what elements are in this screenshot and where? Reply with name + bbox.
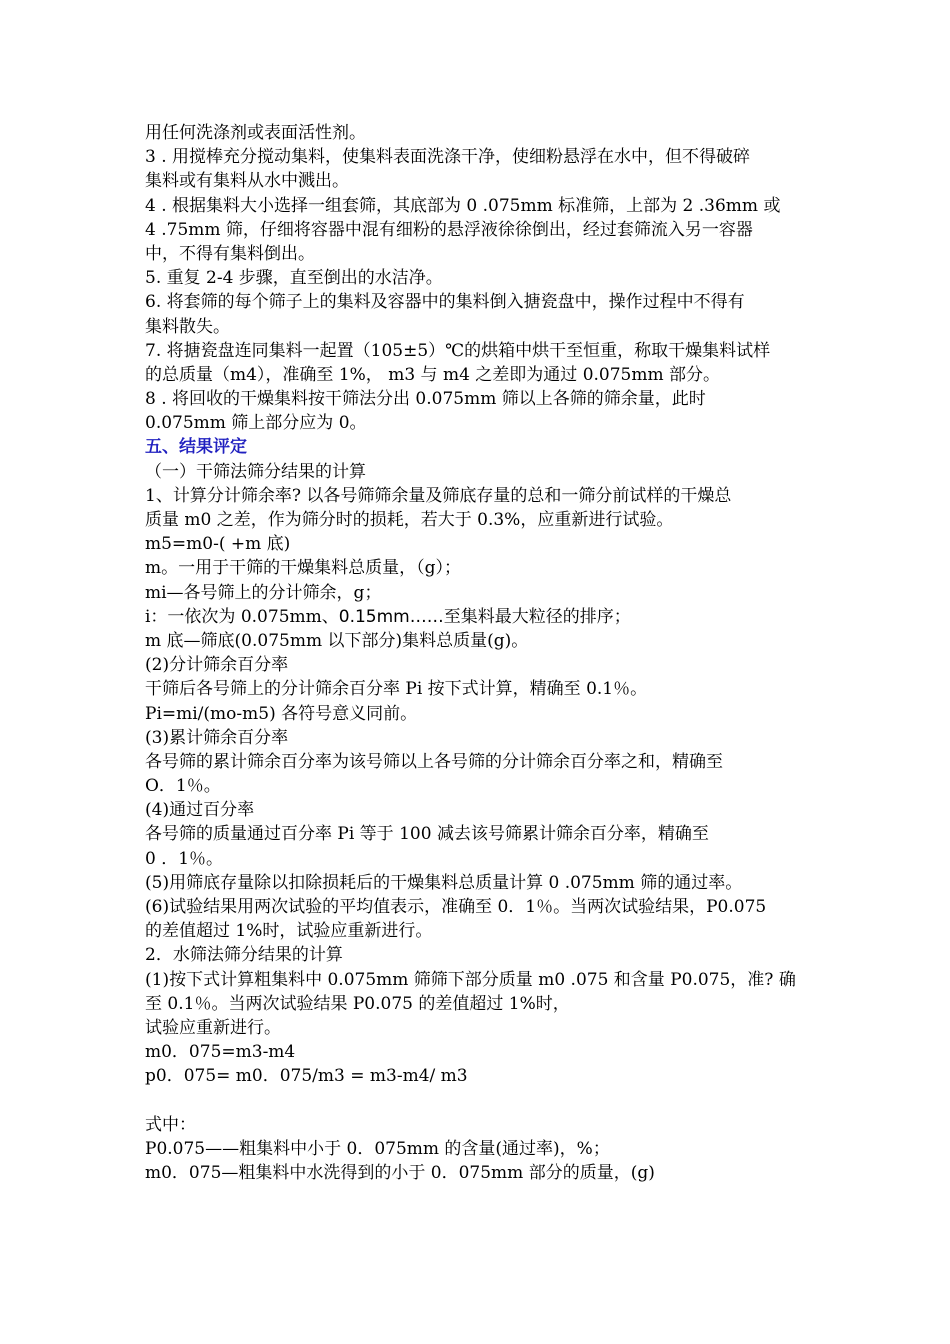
text-line: 8 . 将回收的干燥集料按干筛法分出 0.075mm 筛以上各筛的筛余量，此时 bbox=[145, 389, 706, 410]
text-line: 用任何洗涤剂或表面活性剂。 bbox=[145, 123, 366, 143]
text-line: 的总质量（m4），准确至 1%， m3 与 m4 之差即为通过 0.075mm 部分。 bbox=[145, 364, 721, 385]
formula-line: p0．075= m0．075/m3 = m3-m4/ m3 bbox=[145, 1066, 468, 1087]
text-segment-sans: 0.15mm…… bbox=[338, 606, 444, 627]
text-line: 集料散失。 bbox=[145, 316, 230, 337]
text-line: 4 .75mm 筛，仔细将容器中混有细粉的悬浮液徐徐倒出，经过套筛流入另一容器 bbox=[145, 219, 753, 240]
text-line: 质量 m0 之差，作为筛分时的损耗，若大于 0.3%，应重新进行试验。 bbox=[145, 510, 674, 530]
text-line: 干筛后各号筛上的分计筛余百分率 Pi 按下式计算，精确至 0.1％。 bbox=[145, 679, 648, 700]
section-heading: 五、结果评定 bbox=[145, 437, 247, 458]
subsection-title: (4)通过百分率 bbox=[145, 800, 255, 821]
text-line: mi—各号筛上的分计筛余，g； bbox=[145, 582, 382, 603]
formula-line: Pi=mi/(mo-m5) 各符号意义同前。 bbox=[145, 703, 418, 724]
text-line: 集料或有集料从水中溅出。 bbox=[145, 171, 349, 192]
text-line: 各号筛的累计筛余百分率为该号筛以上各号筛的分计筛余百分率之和，精确至 bbox=[145, 751, 723, 772]
text-line: (6)试验结果用两次试验的平均值表示，准确至 0．1％。当两次试验结果，P0.075 bbox=[145, 897, 767, 917]
document-page bbox=[145, 121, 825, 1185]
text-line: m0．075—粗集料中水洗得到的小于 0．075mm 部分的质量，(g) bbox=[145, 1163, 655, 1184]
subsection-title: (3)累计筛余百分率 bbox=[145, 727, 289, 748]
formula-line: m0．075=m3-m4 bbox=[145, 1042, 296, 1063]
text-line: 6. 将套筛的每个筛子上的集料及容器中的集料倒入搪瓷盘中，操作过程中不得有 bbox=[145, 292, 745, 313]
text-line: 至 0.1％。当两次试验结果 P0.075 的差值超过 1%时， bbox=[145, 993, 570, 1014]
text-segment: 至集料最大粒径的排序； bbox=[443, 606, 631, 627]
text-line: 各号筛的质量通过百分率 Pi 等于 100 减去该号筛累计筛余百分率，精确至 bbox=[145, 824, 709, 845]
text-line: 3 . 用搅棒充分搅动集料，使集料表面洗涤干净，使细粉悬浮在水中，但不得破碎 bbox=[145, 147, 751, 168]
text-line: (5)用筛底存量除以扣除损耗后的干燥集料总质量计算 0 .075mm 筛的通过率。 bbox=[145, 872, 743, 893]
subsection-title: （一）干筛法筛分结果的计算 bbox=[145, 461, 366, 482]
text-line: 7. 将搪瓷盘连同集料一起置（105±5）℃的烘箱中烘干至恒重，称取干燥集料试样 bbox=[145, 340, 771, 361]
text-line: (1)按下式计算粗集料中 0.075mm 筛筛下部分质量 m0 .075 和含量 P0.075，准? 确 bbox=[145, 969, 796, 990]
text-line: 的差值超过 1%时，试验应重新进行。 bbox=[145, 921, 433, 942]
text-line: 中，不得有集料倒出。 bbox=[145, 243, 315, 264]
text-line: m。一用于干筛的干燥集料总质量，（g）； bbox=[145, 558, 462, 579]
text-line bbox=[145, 605, 825, 629]
text-line: 1、计算分计筛余率? 以各号筛筛余量及筛底存量的总和一筛分前试样的干燥总 bbox=[145, 485, 732, 506]
blank-line bbox=[145, 1089, 825, 1113]
text-segment: i：一依次为 0.075mm、 bbox=[145, 606, 339, 627]
formula-line: m5=m0-( +m 底) bbox=[145, 534, 291, 555]
text-line: O．1％。 bbox=[145, 776, 221, 797]
subsection-title: (2)分计筛余百分率 bbox=[145, 655, 289, 676]
text-line: 式中： bbox=[145, 1114, 196, 1135]
subsection-title: 2．水筛法筛分结果的计算 bbox=[145, 945, 343, 966]
text-line: 4 . 根据集料大小选择一组套筛，其底部为 0 .075mm 标准筛，上部为 2 .36mm 或 bbox=[145, 195, 781, 216]
text-line: 0 ．1％。 bbox=[145, 848, 224, 869]
text-line: m 底—筛底(0.075mm 以下部分)集料总质量(g)。 bbox=[145, 630, 529, 651]
text-line: 试验应重新进行。 bbox=[145, 1017, 281, 1038]
text-line: 5. 重复 2-4 步骤，直至倒出的水洁净。 bbox=[145, 268, 443, 289]
text-line: P0.075——粗集料中小于 0．075mm 的含量(通过率)，%； bbox=[145, 1138, 610, 1159]
text-line: 0.075mm 筛上部分应为 0。 bbox=[145, 413, 367, 434]
